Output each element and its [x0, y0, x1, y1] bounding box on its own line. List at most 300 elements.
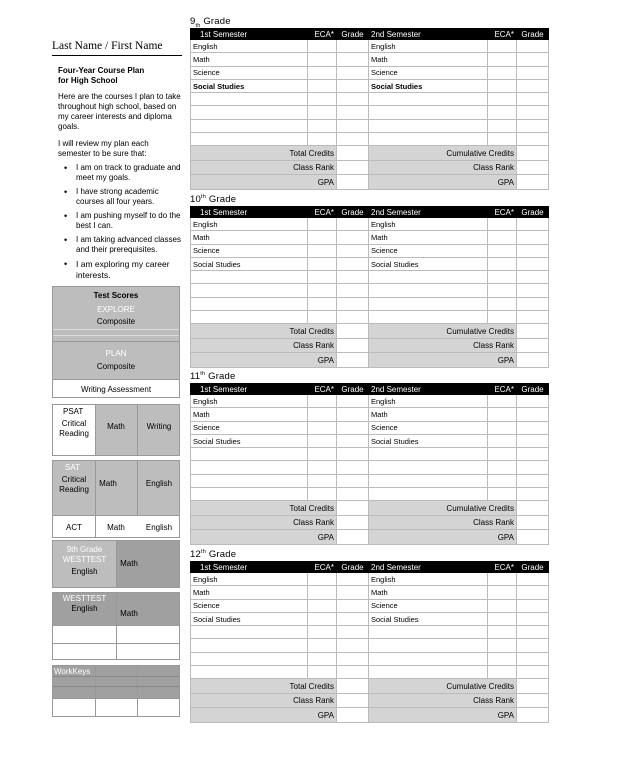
course-cell[interactable]: Math: [369, 586, 488, 599]
review-paragraph: I will review my plan each semester to be sure that:: [58, 139, 149, 158]
grade-cell[interactable]: [337, 395, 369, 408]
grade-cell[interactable]: [337, 612, 369, 625]
summary-value[interactable]: [337, 175, 369, 190]
eca-cell[interactable]: [308, 79, 337, 92]
course-cell[interactable]: [191, 106, 308, 119]
goal-item: • I am taking advanced classes and their prerequisites.: [64, 235, 182, 255]
eca-cell[interactable]: [308, 218, 337, 231]
course-cell[interactable]: [369, 133, 488, 146]
eca-cell[interactable]: [308, 231, 337, 244]
summary-label: GPA: [369, 708, 517, 723]
eca-cell[interactable]: [488, 297, 517, 310]
grade-cell[interactable]: [337, 488, 369, 501]
intro-paragraph: Here are the courses I plan to take throughout high school, based on my career interests and diploma goals.: [58, 92, 181, 131]
course-cell[interactable]: [369, 652, 488, 665]
summary-value[interactable]: [517, 146, 549, 161]
grade-cell[interactable]: [337, 311, 369, 324]
summary-label: GPA: [191, 530, 337, 545]
eca-cell[interactable]: [308, 93, 337, 106]
eca-cell[interactable]: [488, 119, 517, 132]
grade-cell[interactable]: [517, 408, 549, 421]
grade-cell[interactable]: [337, 408, 369, 421]
eca-cell[interactable]: [488, 218, 517, 231]
grade-cell[interactable]: [337, 244, 369, 257]
course-cell[interactable]: Social Studies: [191, 612, 308, 625]
grade-cell[interactable]: [337, 448, 369, 461]
grade-cell[interactable]: [517, 119, 549, 132]
goal-item: • I am pushing myself to do the best I can.: [64, 211, 182, 231]
eca-cell[interactable]: [308, 626, 337, 639]
grade-cell[interactable]: [517, 474, 549, 487]
course-cell[interactable]: [369, 666, 488, 679]
eca-cell[interactable]: [488, 106, 517, 119]
course-cell[interactable]: Math: [191, 53, 308, 66]
course-cell[interactable]: [369, 461, 488, 474]
sem2-header: 2nd Semester: [369, 562, 488, 573]
ninth-westtest-math: Math: [120, 559, 138, 568]
eca-cell[interactable]: [308, 106, 337, 119]
course-cell[interactable]: Math: [369, 408, 488, 421]
eca-cell[interactable]: [308, 257, 337, 270]
eca-cell[interactable]: [308, 133, 337, 146]
course-cell[interactable]: Social Studies: [191, 434, 308, 447]
grade-cell[interactable]: [337, 297, 369, 310]
course-cell[interactable]: Math: [369, 231, 488, 244]
course-cell[interactable]: English: [191, 573, 308, 586]
course-cell[interactable]: Science: [369, 599, 488, 612]
sat-english: English: [145, 479, 173, 488]
eca-cell[interactable]: [308, 271, 337, 284]
course-cell[interactable]: English: [191, 395, 308, 408]
eca-cell[interactable]: [308, 639, 337, 652]
ninth-westtest-english: English: [71, 567, 98, 576]
eca-cell[interactable]: [488, 79, 517, 92]
eca-cell[interactable]: [488, 421, 517, 434]
grade-cell[interactable]: [517, 66, 549, 79]
eca-cell[interactable]: [488, 66, 517, 79]
plan-composite: Composite: [96, 362, 136, 371]
eca-header: ECA*: [488, 207, 517, 218]
eca-cell[interactable]: [488, 488, 517, 501]
grade-cell[interactable]: [337, 573, 369, 586]
eca-cell[interactable]: [488, 448, 517, 461]
eca-cell[interactable]: [488, 612, 517, 625]
eca-cell[interactable]: [488, 133, 517, 146]
course-cell[interactable]: Science: [191, 599, 308, 612]
grade-cell[interactable]: [517, 244, 549, 257]
eca-cell[interactable]: [488, 257, 517, 270]
eca-cell[interactable]: [488, 231, 517, 244]
eca-cell[interactable]: [308, 53, 337, 66]
summary-value[interactable]: [337, 501, 369, 516]
westtest-box: [52, 592, 180, 660]
grade-header: Grade: [517, 384, 549, 395]
grade-cell[interactable]: [337, 106, 369, 119]
summary-value[interactable]: [517, 338, 549, 353]
goal-item: • I am exploring my career interests.: [64, 259, 182, 281]
grade-cell[interactable]: [337, 652, 369, 665]
grade-header: Grade: [517, 29, 549, 40]
summary-label: Class Rank: [191, 515, 337, 530]
eca-cell[interactable]: [308, 66, 337, 79]
summary-value[interactable]: [517, 501, 549, 516]
intro: [58, 66, 182, 285]
workkeys-label: WorkKeys: [54, 667, 91, 676]
grade-cell[interactable]: [517, 421, 549, 434]
summary-value[interactable]: [517, 160, 549, 175]
eca-cell[interactable]: [488, 434, 517, 447]
course-cell[interactable]: [191, 448, 308, 461]
grade-header: Grade: [517, 562, 549, 573]
course-cell[interactable]: English: [191, 40, 308, 53]
grade-table: [190, 383, 549, 545]
grade-cell[interactable]: [337, 666, 369, 679]
summary-label: GPA: [369, 353, 517, 368]
eca-cell[interactable]: [488, 40, 517, 53]
summary-value[interactable]: [517, 324, 549, 339]
eca-header: ECA*: [488, 562, 517, 573]
grade-cell[interactable]: [517, 133, 549, 146]
course-cell[interactable]: Science: [369, 421, 488, 434]
eca-cell[interactable]: [308, 461, 337, 474]
act-english: English: [145, 523, 173, 532]
sem2-header: 2nd Semester: [369, 207, 488, 218]
grade-header: Grade: [337, 29, 369, 40]
ninth-westtest-box: [52, 540, 180, 588]
grade-cell[interactable]: [337, 586, 369, 599]
workkeys-box: [52, 665, 180, 717]
course-cell[interactable]: [191, 639, 308, 652]
grade-cell[interactable]: [517, 612, 549, 625]
eca-cell[interactable]: [488, 395, 517, 408]
grade-cell[interactable]: [517, 271, 549, 284]
summary-value[interactable]: [337, 338, 369, 353]
summary-value[interactable]: [337, 679, 369, 694]
eca-cell[interactable]: [488, 639, 517, 652]
grade-cell[interactable]: [517, 231, 549, 244]
summary-value[interactable]: [337, 708, 369, 723]
course-cell[interactable]: English: [369, 395, 488, 408]
grade-cell[interactable]: [517, 297, 549, 310]
summary-label: Class Rank: [191, 338, 337, 353]
eca-cell[interactable]: [488, 573, 517, 586]
course-cell[interactable]: [369, 448, 488, 461]
course-cell[interactable]: [191, 666, 308, 679]
grade-cell[interactable]: [517, 573, 549, 586]
psat-box: [52, 404, 180, 456]
summary-value[interactable]: [517, 693, 549, 708]
grade-cell[interactable]: [517, 652, 549, 665]
summary-label: Class Rank: [369, 693, 517, 708]
course-cell[interactable]: [369, 626, 488, 639]
grade-cell[interactable]: [517, 666, 549, 679]
course-cell[interactable]: Social Studies: [369, 79, 488, 92]
course-cell[interactable]: Social Studies: [191, 257, 308, 270]
test-scores-title: Test Scores: [93, 291, 139, 300]
eca-cell[interactable]: [488, 652, 517, 665]
grade-cell[interactable]: [337, 66, 369, 79]
course-cell[interactable]: [369, 639, 488, 652]
grade-cell[interactable]: [517, 586, 549, 599]
eca-cell[interactable]: [488, 599, 517, 612]
eca-cell[interactable]: [308, 408, 337, 421]
grade-cell[interactable]: [517, 40, 549, 53]
grade-cell[interactable]: [517, 488, 549, 501]
course-cell[interactable]: Science: [191, 66, 308, 79]
grade-cell[interactable]: [517, 257, 549, 270]
grade-title: $9_{th}$ Grade: [190, 16, 231, 29]
grade-cell[interactable]: [337, 40, 369, 53]
test-scores-box: [52, 286, 180, 398]
grade-cell[interactable]: [517, 626, 549, 639]
grade-cell[interactable]: [337, 599, 369, 612]
eca-cell[interactable]: [488, 586, 517, 599]
summary-value[interactable]: [517, 175, 549, 190]
psat-math: Math: [107, 422, 125, 431]
course-cell[interactable]: [369, 271, 488, 284]
grade-cell[interactable]: [517, 434, 549, 447]
grade-cell[interactable]: [337, 434, 369, 447]
name-label: Last Name / First Name: [52, 40, 182, 56]
eca-cell[interactable]: [488, 461, 517, 474]
eca-cell[interactable]: [308, 421, 337, 434]
summary-label: Total Credits: [191, 146, 337, 161]
eca-cell[interactable]: [488, 474, 517, 487]
eca-header: ECA*: [488, 384, 517, 395]
summary-label: Cumulative Credits: [369, 679, 517, 694]
grade-cell[interactable]: [517, 311, 549, 324]
eca-cell[interactable]: [308, 666, 337, 679]
eca-cell[interactable]: [308, 599, 337, 612]
eca-cell[interactable]: [308, 311, 337, 324]
course-cell[interactable]: [369, 119, 488, 132]
summary-label: Class Rank: [191, 160, 337, 175]
summary-value[interactable]: [337, 353, 369, 368]
course-cell[interactable]: [369, 284, 488, 297]
course-cell[interactable]: [191, 461, 308, 474]
course-cell[interactable]: [369, 488, 488, 501]
course-cell[interactable]: Science: [369, 66, 488, 79]
sem1-header: 1st Semester: [191, 562, 308, 573]
grade-cell[interactable]: [337, 474, 369, 487]
eca-cell[interactable]: [488, 93, 517, 106]
course-cell[interactable]: [191, 284, 308, 297]
grade-cell[interactable]: [337, 284, 369, 297]
summary-label: Total Credits: [191, 324, 337, 339]
eca-cell[interactable]: [488, 284, 517, 297]
grade-cell[interactable]: [517, 395, 549, 408]
sem1-header: 1st Semester: [191, 384, 308, 395]
grade-cell[interactable]: [517, 599, 549, 612]
course-cell[interactable]: [191, 474, 308, 487]
summary-label: Total Credits: [191, 679, 337, 694]
summary-value[interactable]: [337, 693, 369, 708]
eca-cell[interactable]: [308, 573, 337, 586]
grade-table: [190, 28, 549, 190]
psat-critical-reading: Critical Reading: [59, 419, 89, 438]
eca-header: ECA*: [308, 207, 337, 218]
eca-cell[interactable]: [488, 244, 517, 257]
eca-cell[interactable]: [488, 311, 517, 324]
grade-cell[interactable]: [337, 626, 369, 639]
psat-writing: Writing: [146, 422, 172, 431]
grade-cell[interactable]: [517, 79, 549, 92]
course-cell[interactable]: English: [369, 573, 488, 586]
grade-cell[interactable]: [337, 119, 369, 132]
eca-cell[interactable]: [308, 40, 337, 53]
summary-label: Class Rank: [191, 693, 337, 708]
summary-value[interactable]: [517, 708, 549, 723]
course-cell[interactable]: [369, 106, 488, 119]
grade-cell[interactable]: [517, 639, 549, 652]
eca-cell[interactable]: [488, 271, 517, 284]
course-cell[interactable]: [191, 311, 308, 324]
course-cell[interactable]: [191, 297, 308, 310]
sem1-header: 1st Semester: [191, 207, 308, 218]
summary-label: GPA: [191, 708, 337, 723]
summary-value[interactable]: [517, 679, 549, 694]
summary-value[interactable]: [517, 530, 549, 545]
course-cell[interactable]: Social Studies: [369, 257, 488, 270]
course-cell[interactable]: [191, 652, 308, 665]
grade-title: 10th Grade: [190, 194, 237, 205]
grade-cell[interactable]: [517, 448, 549, 461]
eca-cell[interactable]: [308, 474, 337, 487]
sat-critical-reading: Critical Reading: [59, 475, 89, 494]
course-cell[interactable]: Social Studies: [191, 79, 308, 92]
eca-header: ECA*: [308, 384, 337, 395]
eca-cell[interactable]: [488, 626, 517, 639]
eca-cell[interactable]: [488, 408, 517, 421]
eca-cell[interactable]: [308, 119, 337, 132]
course-cell[interactable]: English: [369, 218, 488, 231]
course-cell[interactable]: Science: [369, 244, 488, 257]
course-cell[interactable]: [369, 474, 488, 487]
summary-value[interactable]: [517, 353, 549, 368]
course-cell[interactable]: Math: [369, 53, 488, 66]
grade-cell[interactable]: [337, 271, 369, 284]
plan-title: Four-Year Course Plan for High School: [58, 66, 145, 85]
grade-cell[interactable]: [337, 133, 369, 146]
summary-label: GPA: [191, 175, 337, 190]
course-cell[interactable]: [369, 297, 488, 310]
course-cell[interactable]: Social Studies: [369, 434, 488, 447]
grade-table: [190, 206, 549, 368]
grade-cell[interactable]: [337, 79, 369, 92]
eca-cell[interactable]: [488, 666, 517, 679]
eca-cell[interactable]: [308, 488, 337, 501]
grade-title: 12th Grade: [190, 549, 237, 560]
eca-cell[interactable]: [308, 395, 337, 408]
grade-cell[interactable]: [517, 461, 549, 474]
grade-cell[interactable]: [517, 284, 549, 297]
summary-label: GPA: [191, 353, 337, 368]
eca-header: ECA*: [488, 29, 517, 40]
goal-item: • I have strong academic courses all four years.: [64, 187, 182, 207]
plan-label: PLAN: [105, 349, 127, 358]
course-cell[interactable]: Science: [191, 244, 308, 257]
course-cell[interactable]: [191, 93, 308, 106]
grade-cell[interactable]: [517, 218, 549, 231]
eca-cell[interactable]: [308, 652, 337, 665]
course-cell[interactable]: [191, 133, 308, 146]
eca-cell[interactable]: [308, 244, 337, 257]
course-cell[interactable]: [191, 271, 308, 284]
grade-cell[interactable]: [337, 53, 369, 66]
grade-cell[interactable]: [337, 461, 369, 474]
course-cell[interactable]: English: [191, 218, 308, 231]
explore-composite: Composite: [96, 317, 136, 326]
summary-value[interactable]: [517, 515, 549, 530]
westtest-label: WESTTEST: [62, 594, 107, 603]
sat-box: [52, 460, 180, 538]
act-label: ACT: [66, 523, 82, 532]
ninth-westtest-label: 9th Grade WESTTEST: [62, 545, 107, 564]
eca-cell[interactable]: [308, 586, 337, 599]
sat-label: SAT: [65, 463, 80, 472]
eca-cell[interactable]: [308, 612, 337, 625]
sem2-header: 2nd Semester: [369, 29, 488, 40]
sem2-header: 2nd Semester: [369, 384, 488, 395]
course-cell[interactable]: [369, 93, 488, 106]
grade-cell[interactable]: [517, 53, 549, 66]
eca-cell[interactable]: [488, 53, 517, 66]
course-cell[interactable]: Social Studies: [369, 612, 488, 625]
grade-cell[interactable]: [337, 231, 369, 244]
psat-label: PSAT: [63, 407, 84, 416]
grade-header: Grade: [337, 384, 369, 395]
summary-value[interactable]: [337, 324, 369, 339]
grade-cell[interactable]: [517, 106, 549, 119]
course-cell[interactable]: Science: [191, 421, 308, 434]
grade-cell[interactable]: [337, 93, 369, 106]
act-math: Math: [107, 523, 125, 532]
summary-value[interactable]: [337, 530, 369, 545]
course-cell[interactable]: [191, 488, 308, 501]
summary-label: Cumulative Credits: [369, 501, 517, 516]
eca-cell[interactable]: [308, 284, 337, 297]
course-cell[interactable]: Math: [191, 408, 308, 421]
grade-cell[interactable]: [337, 257, 369, 270]
course-cell[interactable]: English: [369, 40, 488, 53]
goal-list: [64, 163, 182, 281]
summary-label: Class Rank: [369, 160, 517, 175]
course-cell[interactable]: [191, 626, 308, 639]
course-cell[interactable]: [191, 119, 308, 132]
grade-header: Grade: [337, 562, 369, 573]
eca-cell[interactable]: [308, 434, 337, 447]
westtest-math: Math: [120, 609, 138, 618]
grade-cell[interactable]: [517, 93, 549, 106]
westtest-english: English: [71, 604, 98, 613]
grade-title: 11th Grade: [190, 371, 236, 382]
summary-value[interactable]: [337, 160, 369, 175]
eca-header: ECA*: [308, 29, 337, 40]
summary-value[interactable]: [337, 515, 369, 530]
grade-cell[interactable]: [337, 421, 369, 434]
summary-label: Class Rank: [369, 515, 517, 530]
course-cell[interactable]: Math: [191, 231, 308, 244]
grade-cell[interactable]: [337, 639, 369, 652]
course-cell[interactable]: Math: [191, 586, 308, 599]
course-cell[interactable]: [369, 311, 488, 324]
eca-cell[interactable]: [308, 297, 337, 310]
summary-value[interactable]: [337, 146, 369, 161]
eca-header: ECA*: [308, 562, 337, 573]
sat-math: Math: [99, 479, 117, 488]
eca-cell[interactable]: [308, 448, 337, 461]
grade-cell[interactable]: [337, 218, 369, 231]
